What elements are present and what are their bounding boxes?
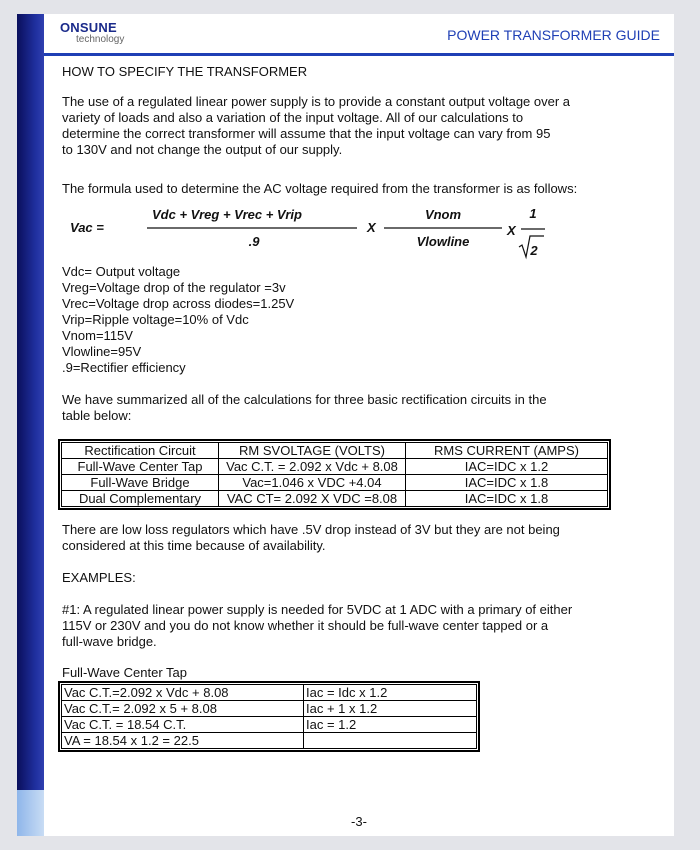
company-logo bbox=[60, 20, 124, 45]
table-row bbox=[62, 733, 477, 749]
table-cell: IAC=IDC x 1.2 bbox=[406, 459, 608, 475]
variable-line: Vnom=115V bbox=[62, 328, 133, 343]
paragraph-line: There are low loss regulators which have .5V drop instead of 3V but they are not being bbox=[62, 522, 560, 537]
formula-denominator-2: Vlowline bbox=[416, 234, 470, 249]
table-cell: Full-Wave Center Tap bbox=[62, 459, 219, 475]
rectification-table-frame bbox=[58, 439, 611, 510]
table-cell: IAC=IDC x 1.8 bbox=[406, 475, 608, 491]
table-cell: Vac=1.046 x VDC +4.04 bbox=[219, 475, 406, 491]
left-binding-bar bbox=[17, 14, 44, 836]
document-page bbox=[44, 14, 674, 836]
table-cell: Iac + 1 x 1.2 bbox=[304, 701, 477, 717]
table-cell: Vac C.T.=2.092 x Vdc + 8.08 bbox=[62, 685, 304, 701]
left-binding-bar-accent bbox=[17, 790, 44, 836]
variable-line: .9=Rectifier efficiency bbox=[62, 360, 186, 375]
table-header-cell: RM SVOLTAGE (VOLTS) bbox=[219, 443, 406, 459]
table-cell: IAC=IDC x 1.8 bbox=[406, 491, 608, 507]
table-header-cell: Rectification Circuit bbox=[62, 443, 219, 459]
logo-sub-text: technology bbox=[76, 34, 125, 45]
variable-line: Vrec=Voltage drop across diodes=1.25V bbox=[62, 296, 295, 311]
table-row bbox=[62, 685, 477, 701]
table-cell: Vac C.T. = 18.54 C.T. bbox=[62, 717, 304, 733]
variable-line: Vlowline=95V bbox=[62, 344, 142, 359]
paragraph-line: table below: bbox=[62, 408, 132, 423]
table-row bbox=[62, 475, 608, 491]
formula-numerator-3: 1 bbox=[529, 206, 537, 221]
table-cell: Full-Wave Bridge bbox=[62, 475, 219, 491]
formula-denominator-1: .9 bbox=[248, 234, 260, 249]
table-row bbox=[62, 717, 477, 733]
variable-line: Vreg=Voltage drop of the regulator =3v bbox=[62, 280, 286, 295]
table-cell bbox=[304, 733, 477, 749]
table-cell: Dual Complementary bbox=[62, 491, 219, 507]
page-number: -3- bbox=[351, 814, 367, 829]
table-cell: VA = 18.54 x 1.2 = 22.5 bbox=[62, 733, 304, 749]
paragraph-line: variety of loads and also a variation of the input voltage. All of our calculations to bbox=[62, 110, 524, 125]
intro-paragraph bbox=[62, 94, 570, 158]
guide-title: POWER TRANSFORMER GUIDE bbox=[447, 27, 660, 43]
formula-times-1: X bbox=[367, 220, 376, 235]
table-row bbox=[62, 491, 608, 507]
header-divider bbox=[44, 53, 674, 56]
example-calculation-table bbox=[61, 684, 477, 749]
formula-denominator-3: 2 bbox=[530, 243, 538, 258]
example-1-paragraph bbox=[62, 602, 572, 650]
summary-paragraph bbox=[62, 392, 547, 424]
example-table-caption: Full-Wave Center Tap bbox=[62, 665, 187, 680]
examples-label: EXAMPLES: bbox=[62, 570, 136, 585]
formula-intro: The formula used to determine the AC voltage required from the transformer is as follows: bbox=[62, 181, 578, 196]
table-cell: Vac C.T. = 2.092 x Vdc + 8.08 bbox=[219, 459, 406, 475]
paragraph-line: considered at this time because of availability. bbox=[62, 538, 326, 553]
paragraph-line: #1: A regulated linear power supply is needed for 5VDC at 1 ADC with a primary of either bbox=[62, 602, 573, 617]
formula-times-2: X bbox=[507, 223, 516, 238]
logo-main-text: ONSUNE bbox=[60, 20, 117, 35]
formula-lhs: Vac = bbox=[70, 220, 104, 235]
formula-numerator-2: Vnom bbox=[424, 207, 462, 222]
table-cell: VAC CT= 2.092 X VDC =8.08 bbox=[219, 491, 406, 507]
section-heading: HOW TO SPECIFY THE TRANSFORMER bbox=[62, 64, 308, 79]
regulator-note-paragraph bbox=[62, 522, 560, 554]
table-row bbox=[62, 459, 608, 475]
rectification-table bbox=[61, 442, 608, 507]
voltage-formula bbox=[62, 202, 562, 264]
paragraph-line: 115V or 230V and you do not know whether it should be full-wave center tapped or a bbox=[62, 618, 549, 633]
table-header-cell: RMS CURRENT (AMPS) bbox=[406, 443, 608, 459]
paragraph-line: to 130V and not change the output of our supply. bbox=[62, 142, 343, 157]
paragraph-line: determine the correct transformer will assume that the input voltage can vary from 95 bbox=[62, 126, 551, 141]
variable-definitions bbox=[62, 264, 294, 376]
variable-line: Vrip=Ripple voltage=10% of Vdc bbox=[62, 312, 249, 327]
example-table-frame bbox=[58, 681, 480, 752]
table-cell: Vac C.T.= 2.092 x 5 + 8.08 bbox=[62, 701, 304, 717]
paragraph-line: We have summarized all of the calculations for three basic rectification circuits in the bbox=[62, 392, 547, 407]
table-header-row bbox=[62, 443, 608, 459]
table-cell: Iac = 1.2 bbox=[304, 717, 477, 733]
table-row bbox=[62, 701, 477, 717]
table-cell: Iac = Idc x 1.2 bbox=[304, 685, 477, 701]
variable-line: Vdc= Output voltage bbox=[62, 264, 181, 279]
paragraph-line: full-wave bridge. bbox=[62, 634, 157, 649]
formula-numerator-1: Vdc + Vreg + Vrec + Vrip bbox=[152, 207, 302, 222]
paragraph-line: The use of a regulated linear power supply is to provide a constant output voltage over a bbox=[62, 94, 571, 109]
